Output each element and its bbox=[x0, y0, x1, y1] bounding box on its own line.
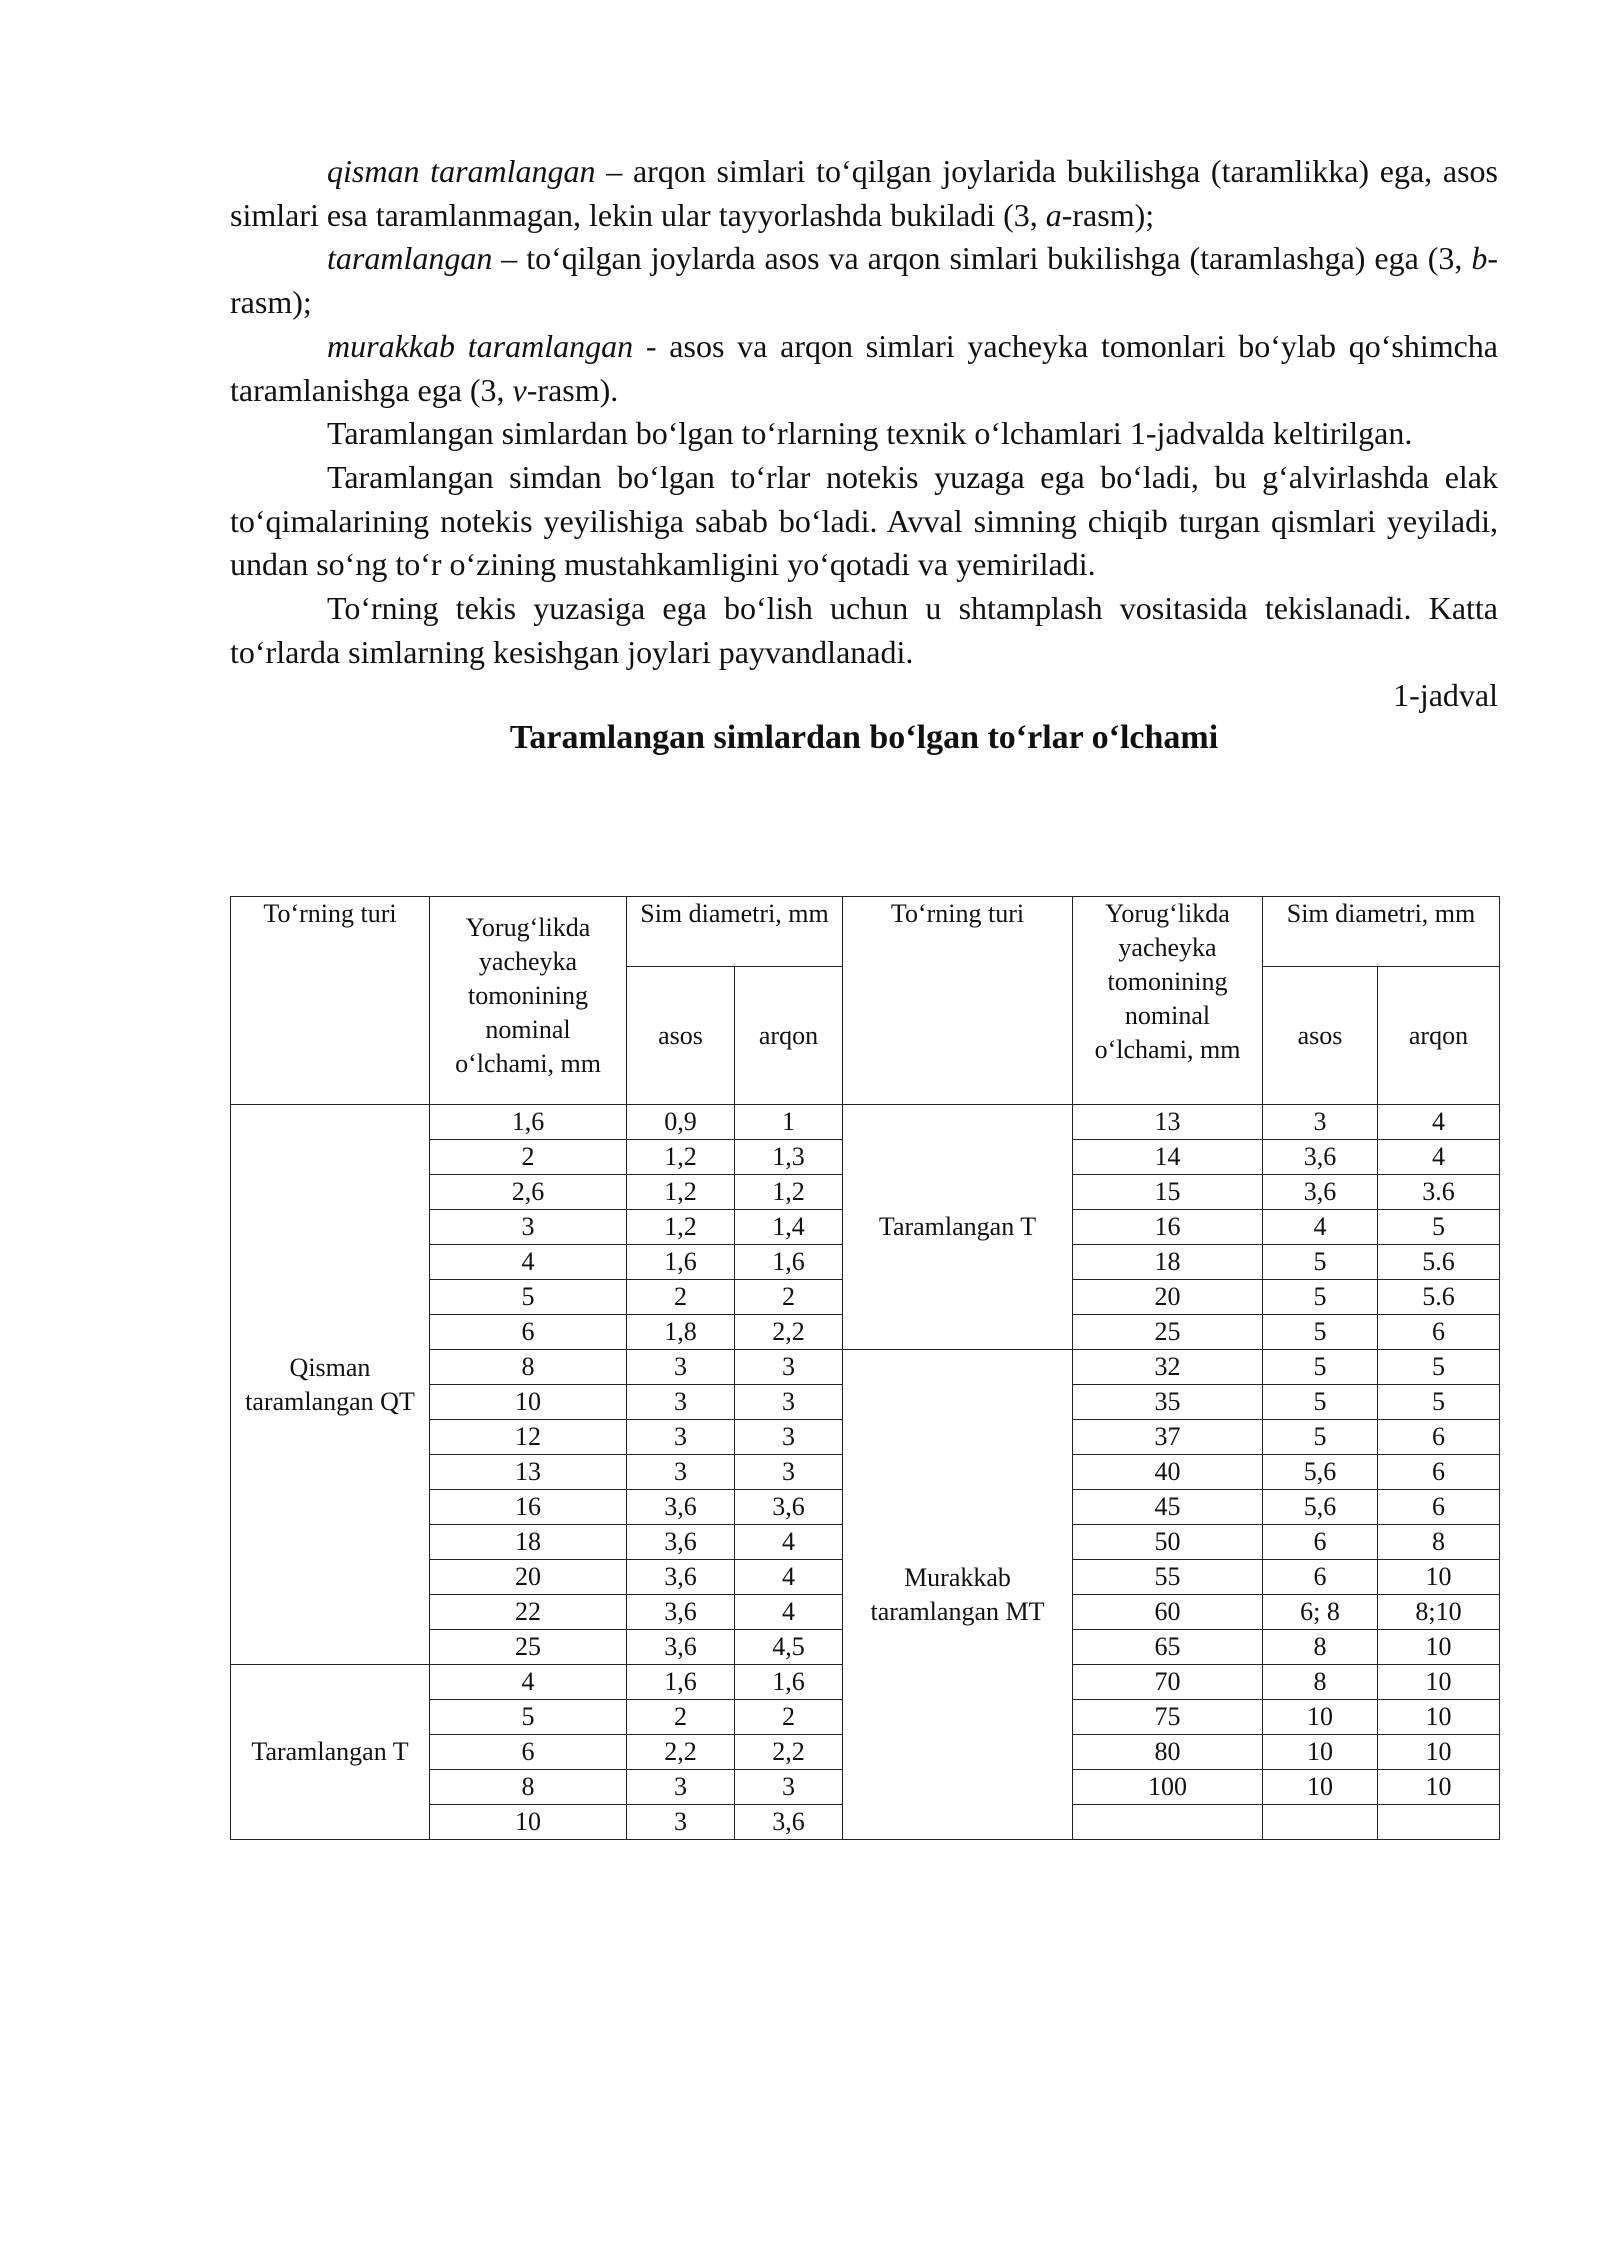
cell-size-left: 20 bbox=[430, 1560, 627, 1595]
paragraph-table-intro: Taramlangan simlardan bo‘lgan to‘rlarning texnik o‘lchamlari 1-jadvalda keltirilgan. bbox=[327, 415, 1413, 452]
cell-asos-left: 3 bbox=[627, 1805, 735, 1840]
cell-asos-right: 5 bbox=[1263, 1315, 1378, 1350]
paragraph-text: – arqon simlari to‘qilgan joylarida bukilishga (taramlikka) ega, asos simlari esa taramlanmagan, lekin ular tayyorlashda bukiladi (3, bbox=[230, 153, 1499, 233]
cell-arqon-right: 6 bbox=[1378, 1315, 1500, 1350]
group-label-taramlangan-t-right: Taramlangan T bbox=[843, 1105, 1073, 1350]
cell-asos-left: 2 bbox=[627, 1700, 735, 1735]
header-diameter-right: Sim diametri, mm bbox=[1263, 897, 1500, 967]
cell-size-right: 16 bbox=[1073, 1210, 1263, 1245]
cell-arqon-right: 6 bbox=[1378, 1490, 1500, 1525]
cell-arqon-left: 3 bbox=[735, 1350, 843, 1385]
cell-size-right: 40 bbox=[1073, 1455, 1263, 1490]
cell-arqon-right: 3.6 bbox=[1378, 1175, 1500, 1210]
cell-asos-right: 5,6 bbox=[1263, 1490, 1378, 1525]
cell-size-left: 8 bbox=[430, 1350, 627, 1385]
group-label-qisman-qt: Qisman taramlangan QT bbox=[231, 1105, 430, 1665]
cell-size-left: 1,6 bbox=[430, 1105, 627, 1140]
cell-arqon-left: 4,5 bbox=[735, 1630, 843, 1665]
cell-size-left: 13 bbox=[430, 1455, 627, 1490]
cell-size-right: 18 bbox=[1073, 1245, 1263, 1280]
cell-asos-right: 5 bbox=[1263, 1420, 1378, 1455]
cell-size-left: 25 bbox=[430, 1630, 627, 1665]
header-size-left: Yorug‘likda yacheyka tomonining nominal o‘lchami, mm bbox=[430, 897, 627, 1105]
cell-asos-right: 10 bbox=[1263, 1700, 1378, 1735]
cell-arqon-left: 1,3 bbox=[735, 1140, 843, 1175]
cell-asos-left: 3,6 bbox=[627, 1490, 735, 1525]
cell-asos-left: 1,6 bbox=[627, 1245, 735, 1280]
cell-arqon-left: 4 bbox=[735, 1595, 843, 1630]
cell-arqon-left: 3,6 bbox=[735, 1490, 843, 1525]
term-murakkab: murakkab taramlangan bbox=[327, 327, 634, 364]
cell-size-right: 55 bbox=[1073, 1560, 1263, 1595]
cell-arqon-right: 10 bbox=[1378, 1560, 1500, 1595]
figure-ref-letter: b bbox=[1471, 240, 1488, 277]
cell-asos-left: 3 bbox=[627, 1385, 735, 1420]
paragraph-tail: -rasm). bbox=[526, 371, 619, 408]
cell-asos-left: 3 bbox=[627, 1420, 735, 1455]
cell-asos-left: 3 bbox=[627, 1770, 735, 1805]
paragraph-qisman bbox=[230, 150, 1498, 237]
cell-arqon-left: 2 bbox=[735, 1280, 843, 1315]
group-label-taramlangan-t-left: Taramlangan T bbox=[231, 1665, 430, 1840]
header-type-right: To‘rning turi bbox=[843, 897, 1073, 1105]
cell-size-right: 65 bbox=[1073, 1630, 1263, 1665]
cell-size-right: 75 bbox=[1073, 1700, 1263, 1735]
cell-arqon-right bbox=[1378, 1805, 1500, 1840]
figure-ref-letter: a bbox=[1045, 196, 1062, 233]
cell-arqon-right: 10 bbox=[1378, 1700, 1500, 1735]
header-asos-right: asos bbox=[1263, 967, 1378, 1105]
cell-size-left: 4 bbox=[430, 1665, 627, 1700]
cell-size-left: 10 bbox=[430, 1385, 627, 1420]
cell-size-left: 8 bbox=[430, 1770, 627, 1805]
cell-asos-right: 10 bbox=[1263, 1770, 1378, 1805]
paragraph-taramlangan bbox=[230, 237, 1498, 324]
cell-size-right: 32 bbox=[1073, 1350, 1263, 1385]
cell-arqon-left: 3 bbox=[735, 1770, 843, 1805]
cell-arqon-left: 3 bbox=[735, 1455, 843, 1490]
cell-arqon-right: 5 bbox=[1378, 1350, 1500, 1385]
cell-asos-right: 8 bbox=[1263, 1630, 1378, 1665]
cell-asos-left: 1,8 bbox=[627, 1315, 735, 1350]
header-diameter-left: Sim diametri, mm bbox=[627, 897, 843, 967]
cell-size-left: 10 bbox=[430, 1805, 627, 1840]
cell-asos-left: 0,9 bbox=[627, 1105, 735, 1140]
header-arqon-left: arqon bbox=[735, 967, 843, 1105]
cell-arqon-left: 1,2 bbox=[735, 1175, 843, 1210]
paragraph-murakkab bbox=[230, 325, 1498, 412]
cell-size-left: 5 bbox=[430, 1280, 627, 1315]
paragraph-text: - asos va arqon simlari yacheyka tomonlari bo‘ylab qo‘shimcha taramlanishga ega (3, bbox=[230, 327, 1499, 408]
cell-arqon-right: 4 bbox=[1378, 1105, 1500, 1140]
cell-size-right: 100 bbox=[1073, 1770, 1263, 1805]
cell-size-left: 3 bbox=[430, 1210, 627, 1245]
header-type-left: To‘rning turi bbox=[231, 897, 430, 1105]
cell-asos-right: 5 bbox=[1263, 1385, 1378, 1420]
cell-size-left: 22 bbox=[430, 1595, 627, 1630]
cell-size-right: 70 bbox=[1073, 1665, 1263, 1700]
table-number-label: 1-jadval bbox=[1393, 677, 1498, 714]
cell-arqon-right: 5.6 bbox=[1378, 1280, 1500, 1315]
term-taramlangan: taramlangan bbox=[327, 240, 493, 277]
cell-size-left: 6 bbox=[430, 1315, 627, 1350]
cell-arqon-right: 5 bbox=[1378, 1210, 1500, 1245]
cell-size-right: 45 bbox=[1073, 1490, 1263, 1525]
cell-arqon-left: 3,6 bbox=[735, 1805, 843, 1840]
header-arqon-right: arqon bbox=[1378, 967, 1500, 1105]
cell-asos-left: 2,2 bbox=[627, 1735, 735, 1770]
table-title: Taramlangan simlardan bo‘lgan to‘rlar o‘lchami bbox=[509, 719, 1219, 757]
table-row bbox=[231, 1105, 1500, 1140]
cell-asos-right: 4 bbox=[1263, 1210, 1378, 1245]
cell-asos-right: 8 bbox=[1263, 1665, 1378, 1700]
cell-asos-left: 1,2 bbox=[627, 1140, 735, 1175]
cell-size-right: 15 bbox=[1073, 1175, 1263, 1210]
cell-arqon-right: 6 bbox=[1378, 1455, 1500, 1490]
cell-asos-right: 6 bbox=[1263, 1525, 1378, 1560]
cell-size-right: 14 bbox=[1073, 1140, 1263, 1175]
cell-arqon-left: 1,6 bbox=[735, 1245, 843, 1280]
cell-arqon-right: 10 bbox=[1378, 1735, 1500, 1770]
cell-arqon-right: 6 bbox=[1378, 1420, 1500, 1455]
cell-asos-right: 3,6 bbox=[1263, 1175, 1378, 1210]
figure-ref-letter: v bbox=[512, 371, 527, 408]
cell-arqon-left: 2 bbox=[735, 1700, 843, 1735]
document-page bbox=[230, 150, 1498, 758]
cell-size-left: 5 bbox=[430, 1700, 627, 1735]
cell-size-left: 2,6 bbox=[430, 1175, 627, 1210]
cell-size-left: 2 bbox=[430, 1140, 627, 1175]
cell-size-left: 4 bbox=[430, 1245, 627, 1280]
cell-arqon-left: 1,4 bbox=[735, 1210, 843, 1245]
cell-asos-left: 3,6 bbox=[627, 1560, 735, 1595]
header-asos-left: asos bbox=[627, 967, 735, 1105]
cell-size-right: 37 bbox=[1073, 1420, 1263, 1455]
cell-size-left: 12 bbox=[430, 1420, 627, 1455]
cell-arqon-left: 2,2 bbox=[735, 1315, 843, 1350]
cell-asos-left: 1,2 bbox=[627, 1175, 735, 1210]
cell-asos-right: 10 bbox=[1263, 1735, 1378, 1770]
paragraph-text: – to‘qilgan joylarda asos va arqon simlari bukilishga (taramlashga) ega (3, bbox=[492, 240, 1472, 277]
paragraph-tail: -rasm); bbox=[1061, 196, 1155, 233]
cell-size-right: 35 bbox=[1073, 1385, 1263, 1420]
cell-arqon-left: 1,6 bbox=[735, 1665, 843, 1700]
cell-size-right: 80 bbox=[1073, 1735, 1263, 1770]
cell-arqon-left: 2,2 bbox=[735, 1735, 843, 1770]
cell-size-right: 13 bbox=[1073, 1105, 1263, 1140]
cell-arqon-right: 5 bbox=[1378, 1385, 1500, 1420]
cell-size-left: 6 bbox=[430, 1735, 627, 1770]
cell-asos-left: 3,6 bbox=[627, 1595, 735, 1630]
cell-arqon-left: 4 bbox=[735, 1560, 843, 1595]
dimensions-table bbox=[230, 896, 1500, 1840]
cell-size-right bbox=[1073, 1805, 1263, 1840]
cell-size-left: 18 bbox=[430, 1525, 627, 1560]
cell-asos-left: 2 bbox=[627, 1280, 735, 1315]
cell-size-right: 25 bbox=[1073, 1315, 1263, 1350]
paragraph-tekis: To‘rning tekis yuzasiga ega bo‘lish uchun u shtamplash vositasida tekislanadi. Katta to‘rlarda simlarning kesishgan joylari payvandlanadi. bbox=[230, 590, 1498, 670]
cell-asos-right: 5 bbox=[1263, 1350, 1378, 1385]
cell-asos-right: 5 bbox=[1263, 1245, 1378, 1280]
cell-asos-right: 5,6 bbox=[1263, 1455, 1378, 1490]
cell-size-right: 50 bbox=[1073, 1525, 1263, 1560]
cell-asos-left: 1,2 bbox=[627, 1210, 735, 1245]
cell-asos-right: 6 bbox=[1263, 1560, 1378, 1595]
cell-arqon-right: 4 bbox=[1378, 1140, 1500, 1175]
cell-arqon-right: 10 bbox=[1378, 1630, 1500, 1665]
cell-asos-left: 3 bbox=[627, 1350, 735, 1385]
term-qisman: qisman taramlangan bbox=[327, 153, 596, 189]
cell-arqon-right: 8 bbox=[1378, 1525, 1500, 1560]
cell-asos-left: 1,6 bbox=[627, 1665, 735, 1700]
table-body bbox=[231, 1105, 1500, 1840]
cell-size-right: 60 bbox=[1073, 1595, 1263, 1630]
group-label-murakkab-mt: Murakkab taramlangan MT bbox=[843, 1350, 1073, 1840]
cell-size-left: 16 bbox=[430, 1490, 627, 1525]
header-size-right: Yorug‘likda yacheyka tomonining nominal o‘lchami, mm bbox=[1073, 897, 1263, 1105]
cell-asos-left: 3,6 bbox=[627, 1630, 735, 1665]
cell-asos-right: 6; 8 bbox=[1263, 1595, 1378, 1630]
cell-arqon-right: 8;10 bbox=[1378, 1595, 1500, 1630]
cell-arqon-right: 10 bbox=[1378, 1665, 1500, 1700]
cell-asos-right: 3 bbox=[1263, 1105, 1378, 1140]
cell-asos-right: 5 bbox=[1263, 1280, 1378, 1315]
cell-arqon-left: 3 bbox=[735, 1385, 843, 1420]
cell-arqon-left: 3 bbox=[735, 1420, 843, 1455]
cell-arqon-left: 4 bbox=[735, 1525, 843, 1560]
cell-asos-right: 3,6 bbox=[1263, 1140, 1378, 1175]
cell-asos-right bbox=[1263, 1805, 1378, 1840]
cell-size-right: 20 bbox=[1073, 1280, 1263, 1315]
cell-arqon-left: 1 bbox=[735, 1105, 843, 1140]
paragraph-tail: -rasm); bbox=[230, 240, 1498, 321]
cell-arqon-right: 10 bbox=[1378, 1770, 1500, 1805]
cell-asos-left: 3,6 bbox=[627, 1525, 735, 1560]
paragraph-notekis: Taramlangan simdan bo‘lgan to‘rlar notekis yuzaga ega bo‘ladi, bu g‘alvirlashda elak to‘qimalarining notekis yeyilishiga sabab bo‘ladi. Avval simning chiqib turgan qismlari yeyiladi, undan so‘ng to‘r o‘zining mustahkamligini yo‘qotadi va yemiriladi. bbox=[230, 458, 1498, 583]
cell-asos-left: 3 bbox=[627, 1455, 735, 1490]
cell-arqon-right: 5.6 bbox=[1378, 1245, 1500, 1280]
